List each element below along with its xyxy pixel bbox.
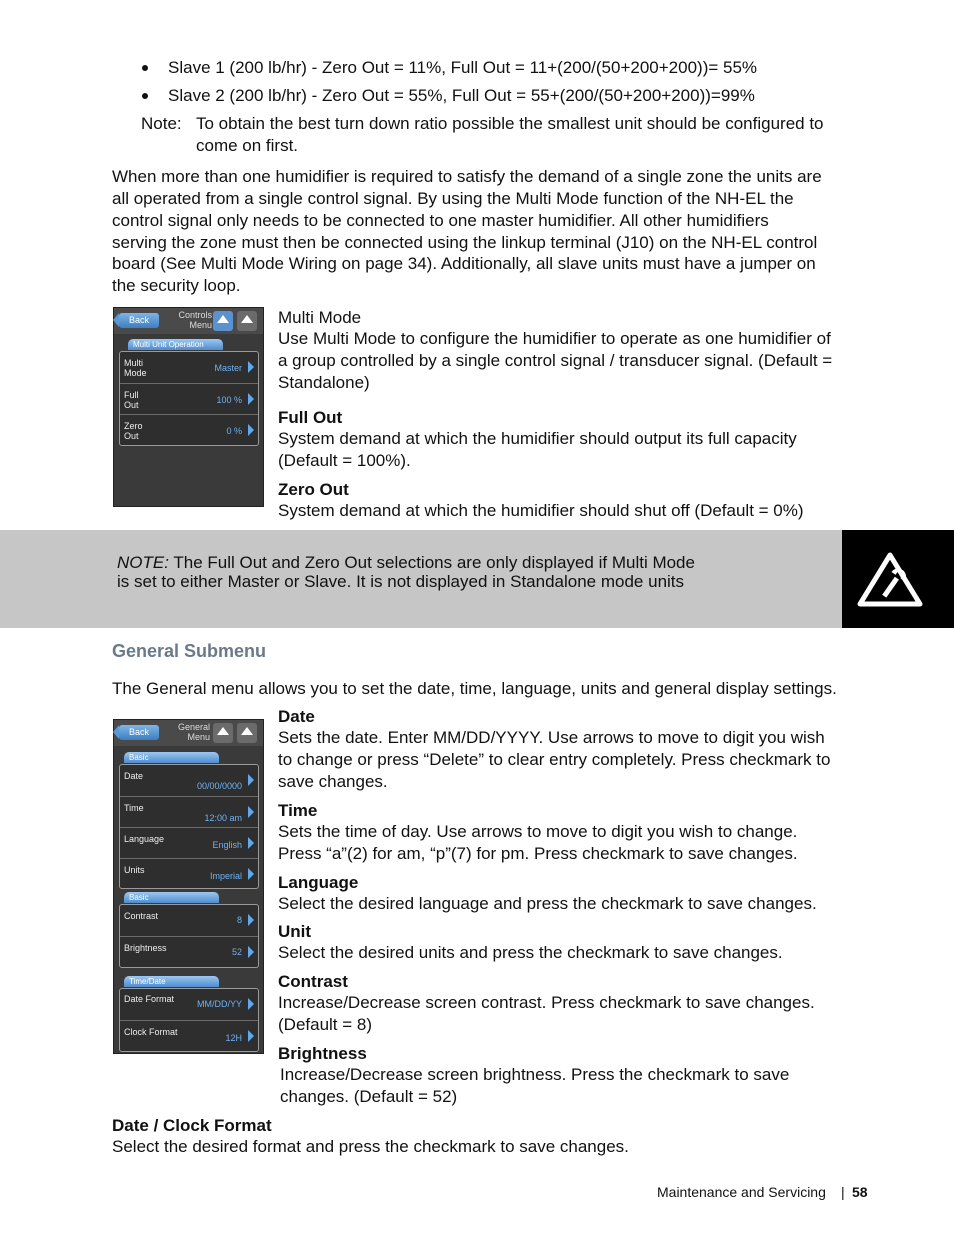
screen-tab: Basic <box>124 892 219 903</box>
zero-out-text: System demand at which the humidifier should shut off (Default = 0%) <box>278 501 804 520</box>
row-value: 0 % <box>226 426 242 436</box>
format-text: Select the desired format and press the checkmark to save changes. <box>112 1137 629 1156</box>
time-text: Sets the time of day. Use arrows to move to digit you wish to change. <box>278 822 798 841</box>
up-icon <box>237 723 257 743</box>
row-value: 100 % <box>216 395 242 405</box>
row-label: Units <box>124 865 145 875</box>
screen-header <box>114 720 263 746</box>
screen-row <box>120 383 258 415</box>
paragraph-line: all operated from a single control signal. By using the Multi Mode function of the NH-EL the <box>112 189 794 208</box>
row-label: Contrast <box>124 911 159 921</box>
bullet-dot <box>142 93 148 99</box>
note-label: Note: <box>141 114 182 133</box>
paragraph-line: the security loop. <box>112 276 241 295</box>
screen-row <box>120 796 258 828</box>
screen-row <box>120 827 258 859</box>
chevron-right-icon <box>248 806 254 818</box>
screen-row <box>120 414 258 445</box>
note-text: come on first. <box>196 136 299 155</box>
section-title: General Submenu <box>112 641 267 661</box>
row-label: Clock Format <box>124 1027 178 1037</box>
full-out-text: (Default = 100%). <box>278 451 411 470</box>
chevron-right-icon <box>248 868 254 880</box>
row-value: MM/DD/YY <box>197 999 242 1009</box>
brightness-heading: Brightness <box>278 1044 367 1063</box>
row-label: Multi Mode <box>124 358 147 378</box>
multi-mode-text: Use Multi Mode to configure the humidifier to operate as one humidifier of <box>278 329 831 348</box>
screen-settings-group <box>119 988 259 1052</box>
row-value: 12H <box>225 1033 242 1043</box>
brightness-text: changes. (Default = 52) <box>280 1087 458 1106</box>
screen-menu-title: Controls Menu <box>178 310 212 330</box>
row-label: Brightness <box>124 943 167 953</box>
note-callout-text: is set to either Master or Slave. It is not displayed in Standalone mode units <box>117 572 685 591</box>
screen-settings-group <box>119 351 259 446</box>
warning-panel <box>842 530 954 628</box>
full-out-text: System demand at which the humidifier should output its full capacity <box>278 429 797 448</box>
chevron-right-icon <box>248 774 254 786</box>
footer-separator: | <box>841 1184 845 1200</box>
screen-row <box>120 905 258 936</box>
chevron-right-icon <box>248 393 254 405</box>
language-heading: Language <box>278 873 359 892</box>
chevron-right-icon <box>248 1030 254 1042</box>
general-menu-screenshot <box>113 719 264 1054</box>
screen-tab: Time/Date <box>124 976 219 987</box>
row-value: Imperial <box>209 871 242 881</box>
row-label: Date <box>124 771 144 781</box>
row-label: Full Out <box>124 390 139 410</box>
chevron-right-icon <box>248 914 254 926</box>
screen-menu-title: General Menu <box>177 722 210 742</box>
screen-header <box>114 308 263 334</box>
chevron-right-icon <box>248 946 254 958</box>
date-heading: Date <box>278 707 315 726</box>
time-heading: Time <box>278 801 318 820</box>
bullet-text: Slave 2 (200 lb/hr) - Zero Out = 55%, Full Out = 55+(200/(50+200+200))=99% <box>168 86 755 105</box>
multi-mode-text: a group controlled by a single control signal / transducer signal. (Default = <box>278 351 833 370</box>
chevron-right-icon <box>248 998 254 1010</box>
screen-row <box>120 989 258 1020</box>
paragraph-line: When more than one humidifier is required to satisfy the demand of a single zone the units are <box>112 167 822 186</box>
date-text: Sets the date. Enter MM/DD/YYYY. Use arrows to move to digit you wish <box>278 728 825 747</box>
date-text: save changes. <box>278 772 388 791</box>
footer-section-name: Maintenance and Servicing <box>657 1184 826 1200</box>
row-value: 52 <box>231 947 242 957</box>
page-number: 58 <box>852 1184 868 1200</box>
language-text: Select the desired language and press the checkmark to save changes. <box>278 894 817 913</box>
time-text: Press “a”(2) for am, “p”(7) for pm. Press checkmark to save changes. <box>278 844 798 863</box>
brightness-text: Increase/Decrease screen brightness. Press the checkmark to save <box>280 1065 790 1084</box>
paragraph-line: board (See Multi Mode Wiring on page 34). Additionally, all slave units must have a jumper on <box>112 254 816 273</box>
row-label: Date Format <box>124 994 175 1004</box>
home-icon <box>213 311 233 331</box>
row-value: English <box>212 840 242 850</box>
row-label: Zero Out <box>124 421 143 441</box>
contrast-text: (Default = 8) <box>278 1015 373 1034</box>
screen-tab: Basic <box>124 752 219 763</box>
screen-row <box>120 858 258 888</box>
note-text: To obtain the best turn down ratio possible the smallest unit should be configured to <box>196 114 824 133</box>
multi-mode-text: Standalone) <box>278 373 370 392</box>
controls-menu-screenshot <box>113 307 264 507</box>
home-icon <box>213 723 233 743</box>
row-value: 8 <box>236 915 242 925</box>
screen-settings-group <box>119 904 259 968</box>
full-out-heading: Full Out <box>278 408 343 427</box>
format-heading: Date / Clock Format <box>112 1116 272 1135</box>
screen-settings-group <box>119 764 259 889</box>
screen-row <box>120 1020 258 1051</box>
note-callout-text: NOTE: The Full Out and Zero Out selections are only displayed if Multi Mode <box>117 553 695 572</box>
row-value: 00/00/0000 <box>196 781 242 791</box>
paragraph-line: serving the zone must then be connected using the linkup terminal (J10) on the NH-EL control <box>112 233 818 252</box>
contrast-heading: Contrast <box>278 972 348 991</box>
chevron-right-icon <box>248 361 254 373</box>
unit-text: Select the desired units and press the checkmark to save changes. <box>278 943 783 962</box>
bullet-text: Slave 1 (200 lb/hr) - Zero Out = 11%, Full Out = 11+(200/(50+200+200))= 55% <box>168 58 758 77</box>
unit-heading: Unit <box>278 922 312 941</box>
paragraph-line: control signal only needs to be connected to one master humidifier. All other humidifiers <box>112 211 769 230</box>
up-icon <box>237 311 257 331</box>
row-value: 12:00 am <box>204 813 242 823</box>
row-label: Time <box>124 803 144 813</box>
back-button: Back <box>119 725 159 740</box>
back-button: Back <box>119 313 159 328</box>
screen-row <box>120 765 258 796</box>
bullet-dot <box>142 65 148 71</box>
chevron-right-icon <box>248 424 254 436</box>
contrast-text: Increase/Decrease screen contrast. Press checkmark to save changes. <box>278 993 815 1012</box>
screen-row <box>120 352 258 383</box>
screen-tab: Multi Unit Operation <box>128 339 223 350</box>
date-text: to change or press “Delete” to clear entry completely. Press checkmark to <box>278 750 831 769</box>
warning-tool-icon <box>842 530 954 628</box>
chevron-right-icon <box>248 837 254 849</box>
zero-out-heading: Zero Out <box>278 480 349 499</box>
row-value: Master <box>214 363 242 373</box>
multi-mode-heading: Multi Mode <box>278 308 362 327</box>
screen-row <box>120 936 258 967</box>
row-label: Language <box>124 834 165 844</box>
general-intro: The General menu allows you to set the date, time, language, units and general display settings. <box>112 679 837 698</box>
